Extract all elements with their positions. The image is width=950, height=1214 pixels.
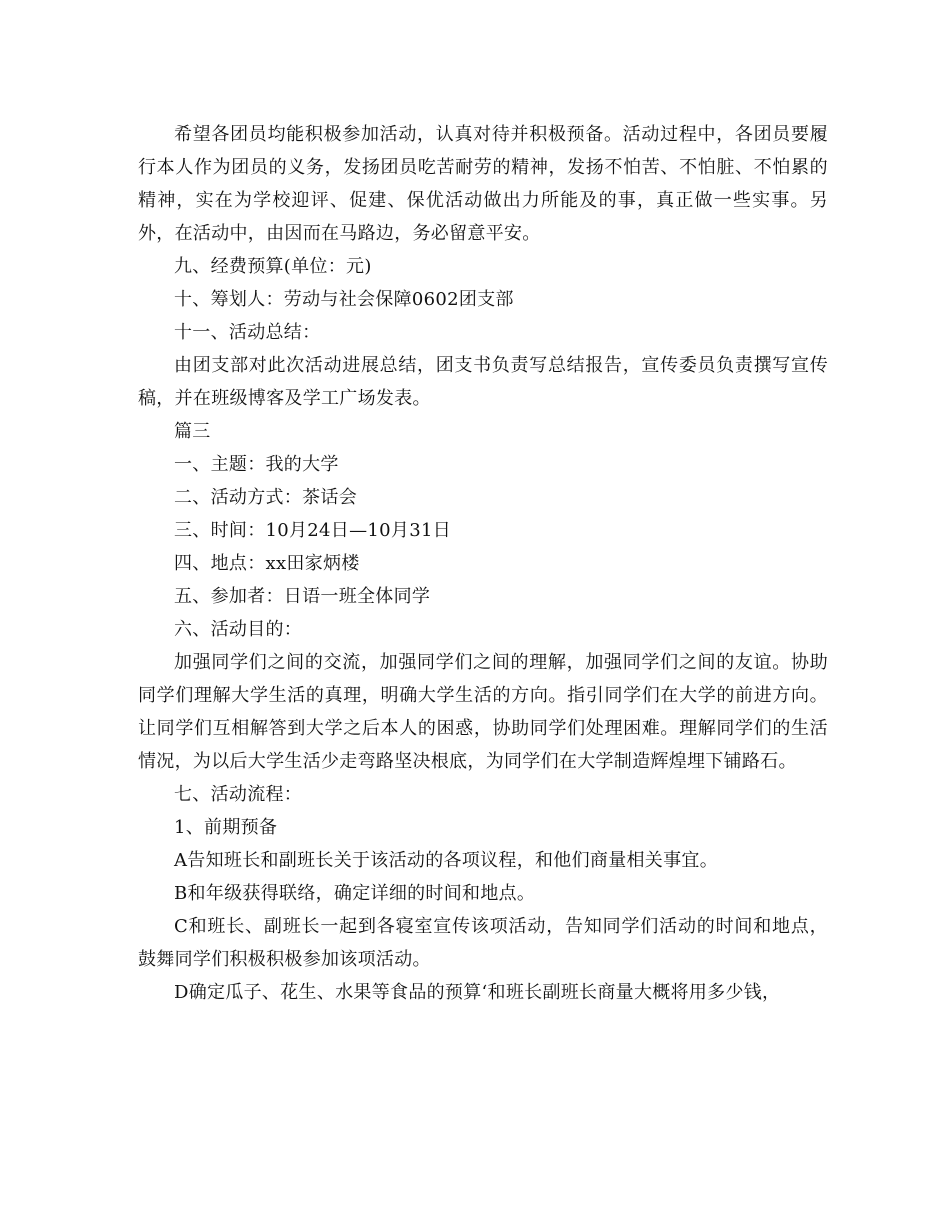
paragraph-purpose: 加强同学们之间的交流，加强同学们之间的理解，加强同学们之间的友谊。协助同学们理解大学生活的真理，明确大学生活的方向。指引同学们在大学的前进方向。让同学们互相解答到大学之后本人的困惑，协助同学们处理困难。理解同学们的生活情况，为以后大学生活少走弯路坚决根底，为同学们在大学制造辉煌埋下铺路石。: [138, 652, 828, 772]
item-budget: 九、经费预算(单位：元): [174, 256, 372, 277]
item-time: 三、时间：10月24日—10月31日: [174, 520, 452, 541]
step-b: B和年级获得联络，确定详细的时间和地点。: [174, 883, 536, 904]
section-title-part3: 篇三: [174, 421, 211, 442]
item-format: 二、活动方式：茶话会: [174, 487, 357, 508]
item-preparation: 1、前期预备: [174, 817, 278, 838]
document-body: [138, 118, 828, 1009]
step-c: C和班长、副班长一起到各寝室宣传该项活动，告知同学们活动的时间和地点，鼓舞同学们积极积极参加该项活动。: [138, 916, 828, 970]
item-place: 四、地点：xx田家炳楼: [174, 553, 360, 574]
paragraph-expectation: 希望各团员均能积极参加活动，认真对待并积极预备。活动过程中，各团员要履行本人作为团员的义务，发扬团员吃苦耐劳的精神，发扬不怕苦、不怕脏、不怕累的精神，实在为学校迎评、促建、保优活动做出力所能及的事，真正做一些实事。另外，在活动中，由因而在马路边，务必留意平安。: [138, 124, 828, 244]
item-theme: 一、主题：我的大学: [174, 454, 339, 475]
paragraph-summary: 由团支部对此次活动进展总结，团支书负责写总结报告，宣传委员负责撰写宣传稿，并在班级博客及学工广场发表。: [138, 355, 828, 409]
heading-purpose: 六、活动目的：: [174, 619, 303, 640]
item-planner: 十、筹划人：劳动与社会保障0602团支部: [174, 289, 514, 310]
heading-flow: 七、活动流程：: [174, 784, 303, 805]
item-participants: 五、参加者：日语一班全体同学: [174, 586, 431, 607]
step-a: A告知班长和副班长关于该活动的各项议程，和他们商量相关事宜。: [174, 850, 718, 871]
step-d: D确定瓜子、花生、水果等食品的预算‘和班长副班长商量大概将用多少钱，: [174, 982, 781, 1003]
heading-summary: 十一、活动总结：: [174, 322, 321, 343]
